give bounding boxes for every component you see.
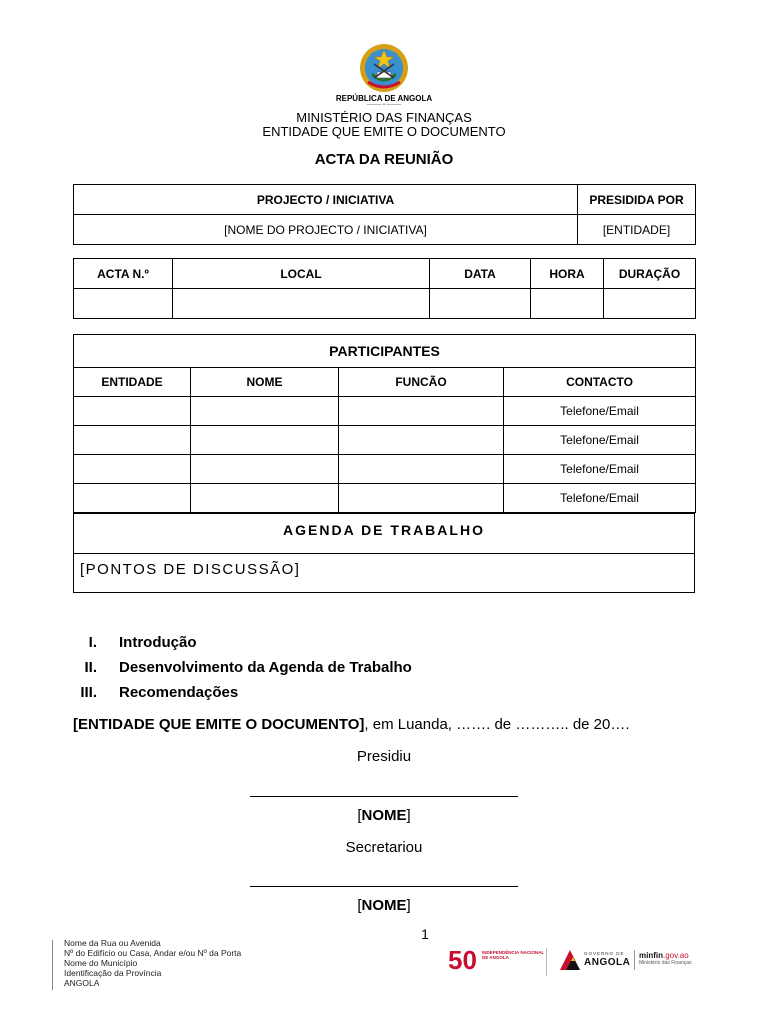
participant-entity-cell[interactable] (74, 484, 191, 513)
secretary-label: Secretariou (345, 839, 423, 856)
entity-column-header: ENTIDADE (74, 368, 191, 397)
angola-flag-triangle-icon (560, 950, 580, 970)
project-table (73, 184, 696, 245)
footer-divider (52, 940, 53, 990)
footer-address (64, 938, 241, 988)
presided-name-text: NOME (361, 807, 407, 824)
list-item (73, 684, 473, 701)
location-header: LOCAL (173, 259, 430, 289)
ministry-name: MINISTÉRIO DAS FINANÇAS (296, 110, 472, 125)
agenda-box (73, 513, 695, 593)
minutes-number-header: ACTA N.º (74, 259, 173, 289)
participant-entity-cell[interactable] (74, 426, 191, 455)
participant-name-cell[interactable] (191, 397, 339, 426)
minfin-subtitle: Ministério das Finanças (639, 960, 692, 966)
republic-subline: ——— • ——— (366, 102, 402, 108)
minfin-wordmark (639, 951, 699, 960)
duration-cell[interactable] (604, 289, 696, 319)
role-column-header: FUNCÃO (339, 368, 504, 397)
address-line: Nome da Rua ou Avenida (64, 938, 161, 948)
meeting-info-table (73, 258, 696, 319)
project-header: PROJECTO / INICIATIVA (74, 185, 578, 215)
list-item (73, 634, 473, 651)
address-line: Nº do Edifício ou Casa, Andar e/ou Nº da Porta (64, 948, 242, 958)
minutes-number-cell[interactable] (74, 289, 173, 319)
presided-label: Presidiu (356, 748, 412, 765)
minfin-name: minfin (639, 951, 663, 960)
independence-50-logo (448, 944, 544, 974)
list-item-number: II. (84, 659, 97, 676)
date-header: DATA (430, 259, 531, 289)
participant-contact-cell[interactable]: Telefone/Email (504, 397, 696, 426)
address-line: Identificação da Província (64, 968, 162, 978)
project-name-cell[interactable]: [NOME DO PROJECTO / INICIATIVA] (74, 215, 578, 245)
page-number: 1 (421, 926, 429, 942)
agenda-discussion-points[interactable]: [PONTOS DE DISCUSSÃO] (80, 561, 301, 578)
issuer-date-line (73, 716, 630, 733)
participant-role-cell[interactable] (339, 455, 504, 484)
angola-coat-of-arms-icon (358, 42, 410, 94)
participant-contact-cell[interactable]: Telefone/Email (504, 484, 696, 513)
presided-entity-cell[interactable]: [ENTIDADE] (578, 215, 696, 245)
table-row (74, 455, 696, 484)
participant-contact-cell[interactable]: Telefone/Email (504, 455, 696, 484)
svg-text:50: 50 (448, 945, 477, 974)
issuer-entity: [ENTIDADE QUE EMITE O DOCUMENTO] (73, 716, 365, 733)
time-cell[interactable] (531, 289, 604, 319)
participant-contact-cell[interactable]: Telefone/Email (504, 426, 696, 455)
contact-column-header: CONTACTO (504, 368, 696, 397)
table-row (74, 484, 696, 513)
secretary-signature-line (250, 886, 518, 887)
list-item-number: III. (80, 684, 97, 701)
list-item-number: I. (88, 634, 97, 651)
address-line: ANGOLA (64, 978, 100, 988)
agenda-title: AGENDA DE TRABALHO (74, 514, 694, 554)
presided-by-header: PRESIDIDA POR (578, 185, 696, 215)
time-header: HORA (531, 259, 604, 289)
minfin-domain: .gov.ao (663, 951, 689, 960)
list-item-label: Desenvolvimento da Agenda de Trabalho (119, 659, 412, 676)
duration-header: DURAÇÃO (604, 259, 696, 289)
participants-title: PARTICIPANTES (74, 335, 696, 368)
address-line: Nome do Município (64, 958, 138, 968)
table-row (74, 426, 696, 455)
document-title: ACTA DA REUNIÃO (314, 151, 454, 168)
secretary-name-text: NOME (361, 897, 407, 914)
date-text: , em Luanda, ……. de ……….. de 20…. (364, 716, 630, 733)
issuing-entity-header: ENTIDADE QUE EMITE O DOCUMENTO (262, 124, 506, 139)
date-cell[interactable] (430, 289, 531, 319)
participant-name-cell[interactable] (191, 455, 339, 484)
fifty-years-icon (448, 944, 480, 974)
republic-label: REPÚBLICA DE ANGOLA (335, 94, 433, 103)
list-item-label: Introdução (119, 634, 197, 651)
independence-logo-text: INDEPENDÊNCIA NACIONAL DE ANGOLA (482, 950, 545, 960)
participant-entity-cell[interactable] (74, 455, 191, 484)
secretary-name: [NOME] (357, 897, 411, 914)
gov-small-text: GOVERNO DE (584, 951, 625, 956)
participant-entity-cell[interactable] (74, 397, 191, 426)
presided-signature-line (250, 796, 518, 797)
governo-angola-logo (560, 949, 632, 971)
presided-name: [NOME] (357, 807, 411, 824)
footer-logo-separator (634, 950, 635, 970)
participant-name-cell[interactable] (191, 426, 339, 455)
gov-big-text: ANGOLA (584, 957, 631, 968)
name-column-header: NOME (191, 368, 339, 397)
list-item (73, 659, 473, 676)
table-row (74, 397, 696, 426)
participant-role-cell[interactable] (339, 397, 504, 426)
location-cell[interactable] (173, 289, 430, 319)
participant-role-cell[interactable] (339, 484, 504, 513)
minfin-logo (639, 951, 699, 971)
participant-role-cell[interactable] (339, 426, 504, 455)
footer-logo-separator (546, 948, 547, 976)
list-item-label: Recomendações (119, 684, 239, 701)
participant-name-cell[interactable] (191, 484, 339, 513)
participants-table (73, 334, 696, 513)
